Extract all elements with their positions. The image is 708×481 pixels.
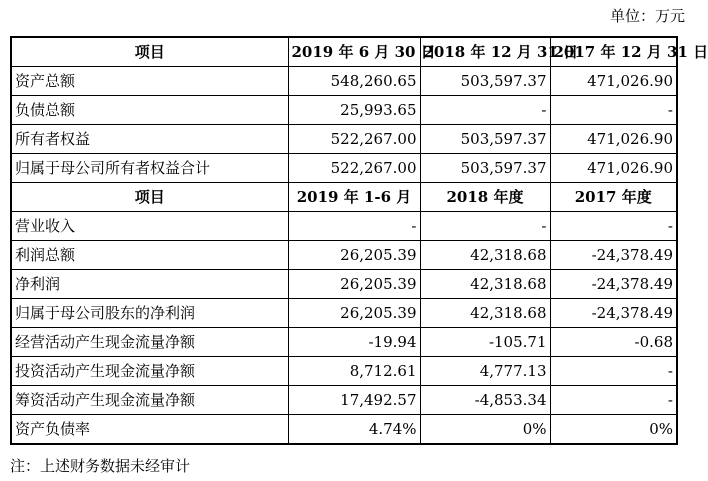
footnote: 注：上述财务数据未经审计 xyxy=(10,457,191,475)
value-cell: -4,853.34 xyxy=(420,386,550,415)
value-cell: -105.71 xyxy=(420,328,550,357)
value-cell: 17,492.57 xyxy=(288,386,420,415)
table-row xyxy=(11,125,677,154)
header-cell: 项目 xyxy=(11,183,288,212)
value-cell: - xyxy=(550,96,677,125)
value-cell: 42,318.68 xyxy=(420,299,550,328)
value-cell: -24,378.49 xyxy=(550,299,677,328)
value-cell: 25,993.65 xyxy=(288,96,420,125)
value-cell: - xyxy=(550,212,677,241)
header-cell: 2018 年度 xyxy=(420,183,550,212)
value-cell: 503,597.37 xyxy=(420,67,550,96)
value-cell: 8,712.61 xyxy=(288,357,420,386)
row-label: 净利润 xyxy=(11,270,288,299)
header-cell: 2018 年 12 月 31 日 xyxy=(420,37,550,67)
value-cell: 26,205.39 xyxy=(288,270,420,299)
row-label: 所有者权益 xyxy=(11,125,288,154)
value-cell: - xyxy=(550,357,677,386)
income-header-row xyxy=(11,183,677,212)
row-label: 归属于母公司股东的净利润 xyxy=(11,299,288,328)
header-cell: 项目 xyxy=(11,37,288,67)
table-row xyxy=(11,328,677,357)
value-cell: 503,597.37 xyxy=(420,125,550,154)
value-cell: -19.94 xyxy=(288,328,420,357)
row-label: 负债总额 xyxy=(11,96,288,125)
header-cell: 2019 年 6 月 30 日 xyxy=(288,37,420,67)
table-row xyxy=(11,357,677,386)
row-label: 资产总额 xyxy=(11,67,288,96)
value-cell: 522,267.00 xyxy=(288,125,420,154)
value-cell: 548,260.65 xyxy=(288,67,420,96)
table-row xyxy=(11,241,677,270)
row-label: 利润总额 xyxy=(11,241,288,270)
value-cell: 4,777.13 xyxy=(420,357,550,386)
table-row xyxy=(11,154,677,183)
row-label: 资产负债率 xyxy=(11,415,288,445)
value-cell: 26,205.39 xyxy=(288,241,420,270)
header-cell: 2019 年 1-6 月 xyxy=(288,183,420,212)
value-cell: 471,026.90 xyxy=(550,125,677,154)
row-label: 归属于母公司所有者权益合计 xyxy=(11,154,288,183)
table-row xyxy=(11,415,677,445)
value-cell: 4.74% xyxy=(288,415,420,445)
value-cell: - xyxy=(288,212,420,241)
table-row xyxy=(11,270,677,299)
row-label: 经营活动产生现金流量净额 xyxy=(11,328,288,357)
table-row xyxy=(11,96,677,125)
value-cell: 0% xyxy=(420,415,550,445)
value-cell: - xyxy=(420,96,550,125)
value-cell: 471,026.90 xyxy=(550,154,677,183)
balance-header-row xyxy=(11,37,677,67)
financial-table xyxy=(10,36,708,445)
header-cell: 2017 年 12 月 31 日 xyxy=(550,37,677,67)
value-cell: 522,267.00 xyxy=(288,154,420,183)
header-cell: 2017 年度 xyxy=(550,183,677,212)
value-cell: - xyxy=(550,386,677,415)
table-row xyxy=(11,67,677,96)
value-cell: -24,378.49 xyxy=(550,270,677,299)
value-cell: 42,318.68 xyxy=(420,270,550,299)
value-cell: -24,378.49 xyxy=(550,241,677,270)
row-label: 筹资活动产生现金流量净额 xyxy=(11,386,288,415)
row-label: 营业收入 xyxy=(11,212,288,241)
table-row xyxy=(11,212,677,241)
value-cell: 471,026.90 xyxy=(550,67,677,96)
value-cell: 42,318.68 xyxy=(420,241,550,270)
value-cell: - xyxy=(420,212,550,241)
value-cell: 0% xyxy=(550,415,677,445)
unit-label: 单位：万元 xyxy=(609,7,685,25)
value-cell: 26,205.39 xyxy=(288,299,420,328)
row-label: 投资活动产生现金流量净额 xyxy=(11,357,288,386)
table-row xyxy=(11,299,677,328)
value-cell: 503,597.37 xyxy=(420,154,550,183)
table-row xyxy=(11,386,677,415)
value-cell: -0.68 xyxy=(550,328,677,357)
